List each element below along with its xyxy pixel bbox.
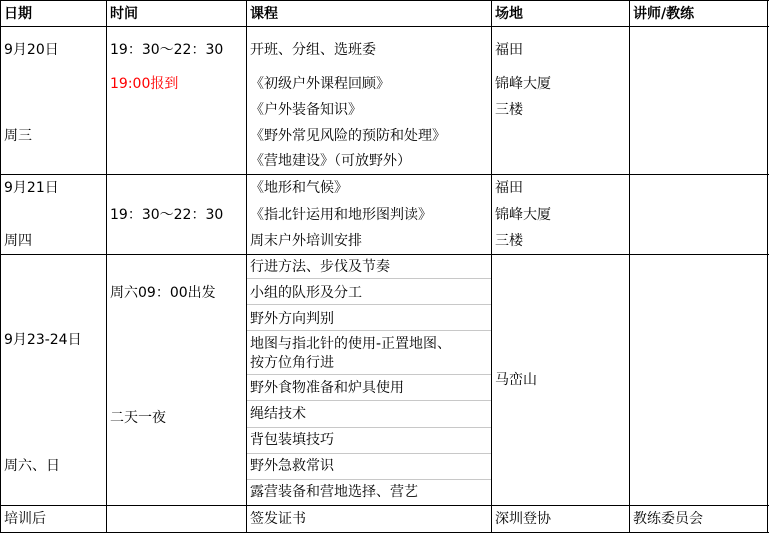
section1-venue-line: 锦峰大厦 bbox=[495, 76, 551, 92]
course-item: 《野外常见风险的预防和处理》 bbox=[250, 128, 446, 144]
section3-venue: 马峦山 bbox=[495, 372, 537, 388]
section1-checkin-note: 19:00报到 bbox=[110, 76, 179, 92]
section1-weekday: 周三 bbox=[4, 128, 32, 144]
course-item: 行进方法、步伐及节奏 bbox=[250, 259, 390, 275]
header-time: 时间 bbox=[110, 6, 138, 22]
footer-course: 签发证书 bbox=[250, 511, 306, 527]
subrow-line bbox=[247, 400, 491, 401]
section2-weekday: 周四 bbox=[4, 233, 32, 249]
course-item: 按方位角行进 bbox=[250, 355, 334, 371]
course-item: 《初级户外课程回顾》 bbox=[250, 76, 390, 92]
subrow-line bbox=[247, 330, 491, 331]
subrow-line bbox=[247, 374, 491, 375]
header-date: 日期 bbox=[4, 6, 32, 22]
grid-line bbox=[0, 254, 769, 255]
header-instructor: 讲师/教练 bbox=[633, 6, 695, 22]
section1-time: 19：30～22：30 bbox=[110, 42, 224, 58]
section1-venue-line: 福田 bbox=[495, 42, 523, 58]
header-venue: 场地 bbox=[495, 6, 523, 22]
section1-venue-line: 三楼 bbox=[495, 102, 523, 118]
course-item: 野外急救常识 bbox=[250, 458, 334, 474]
course-item: 露营装备和营地选择、营艺 bbox=[250, 484, 418, 500]
course-item: 野外方向判别 bbox=[250, 311, 334, 327]
subrow-line bbox=[247, 479, 491, 480]
course-item: 背包装填技巧 bbox=[250, 432, 334, 448]
subrow-line bbox=[247, 427, 491, 428]
section2-venue-line: 三楼 bbox=[495, 233, 523, 249]
grid-line bbox=[0, 0, 769, 1]
section3-weekday: 周六、日 bbox=[4, 458, 60, 474]
grid-line bbox=[0, 174, 769, 175]
course-item: 绳结技术 bbox=[250, 406, 306, 422]
section3-duration: 二天一夜 bbox=[110, 410, 166, 426]
course-item: 小组的队形及分工 bbox=[250, 285, 362, 301]
footer-venue: 深圳登协 bbox=[495, 511, 551, 527]
grid-line bbox=[767, 0, 768, 533]
course-item: 《户外装备知识》 bbox=[250, 102, 362, 118]
course-item: 周末户外培训安排 bbox=[250, 233, 362, 249]
course-item: 开班、分组、选班委 bbox=[250, 42, 376, 58]
section2-venue-line: 锦峰大厦 bbox=[495, 207, 551, 223]
section1-date: 9月20日 bbox=[4, 42, 59, 58]
subrow-line bbox=[247, 278, 491, 279]
header-course: 课程 bbox=[250, 6, 278, 22]
subrow-line bbox=[247, 453, 491, 454]
course-item: 《指北针运用和地形图判读》 bbox=[250, 207, 432, 223]
course-item: 《营地建设》（可放野外） bbox=[250, 153, 411, 169]
grid-line bbox=[0, 26, 769, 27]
grid-line bbox=[491, 0, 492, 533]
course-item: 《地形和气候》 bbox=[250, 180, 348, 196]
grid-line bbox=[106, 0, 107, 533]
footer-instructor: 教练委员会 bbox=[633, 511, 703, 527]
section3-date: 9月23-24日 bbox=[4, 332, 82, 348]
course-item: 野外食物准备和炉具使用 bbox=[250, 380, 404, 396]
subrow-line bbox=[247, 304, 491, 305]
grid-line bbox=[0, 505, 769, 506]
course-item: 地图与指北针的使用-正置地图、 bbox=[250, 336, 452, 352]
section2-date: 9月21日 bbox=[4, 180, 59, 196]
section2-venue-line: 福田 bbox=[495, 180, 523, 196]
footer-date: 培训后 bbox=[4, 511, 46, 527]
section2-time: 19：30～22：30 bbox=[110, 207, 224, 223]
grid-line bbox=[629, 0, 630, 533]
grid-line bbox=[0, 0, 1, 533]
section3-depart: 周六09：00出发 bbox=[110, 285, 216, 301]
